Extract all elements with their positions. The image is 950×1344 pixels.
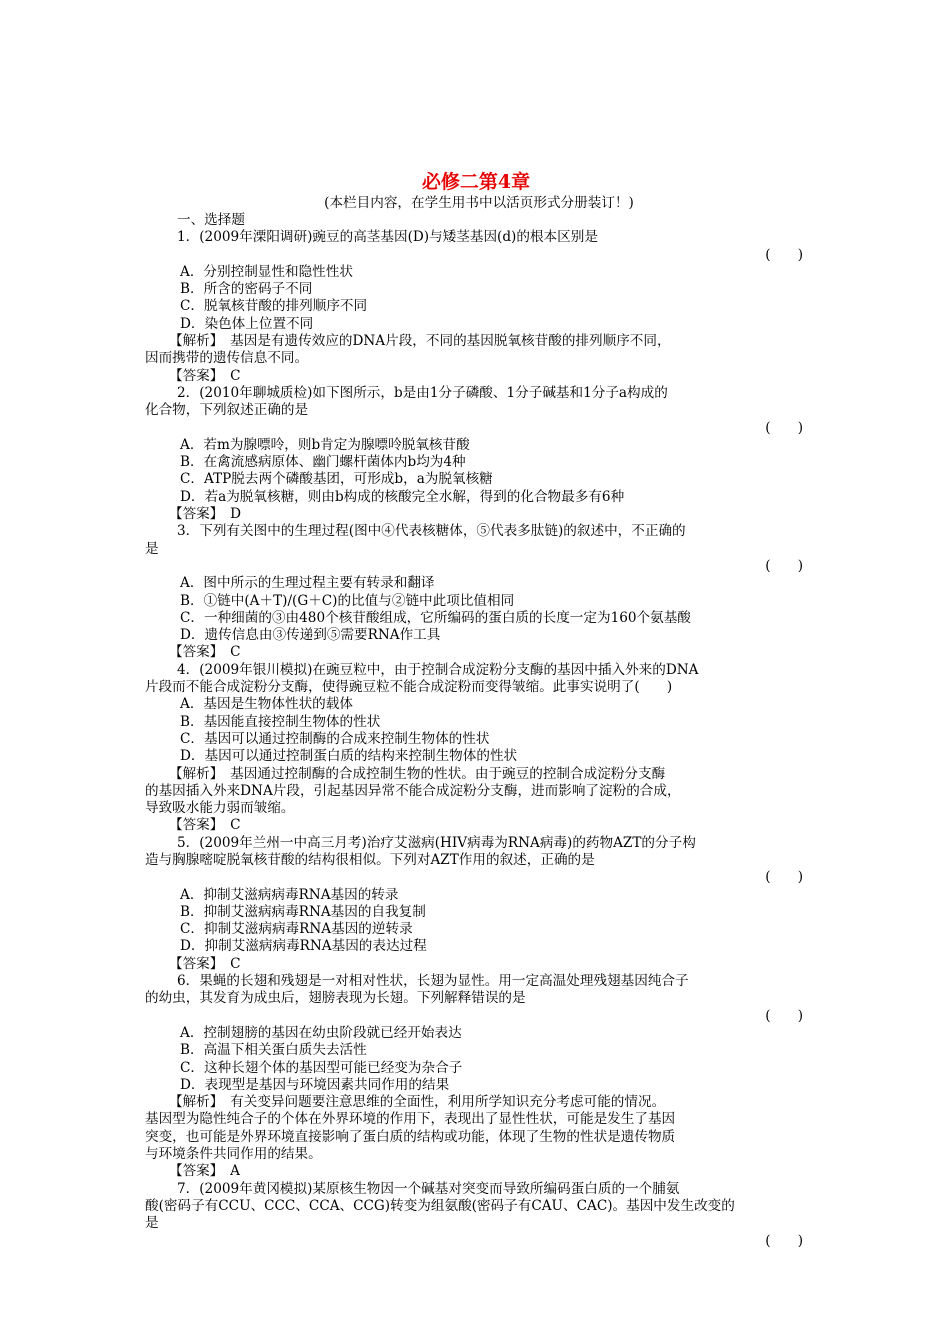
text-line: D．表现型是基因与环境因素共同作用的结果 <box>180 1076 450 1093</box>
text-line: A．图中所示的生理过程主要有转录和翻译 <box>180 575 435 592</box>
text-line: B．基因能直接控制生物体的性状 <box>180 713 381 730</box>
text-line: 片段而不能合成淀粉分支酶，使得豌豆粒不能合成淀粉而变得皱缩。此事实说明了( ) <box>145 679 673 696</box>
text-line: A．基因是生物体性状的载体 <box>180 696 353 713</box>
text-line: B．所含的密码子不同 <box>180 281 313 298</box>
text-line: 【解析】 基因通过控制酶的合成控制生物的性状。由于豌豆的控制合成淀粉分支酶 <box>169 765 666 782</box>
text-line: D．抑制艾滋病病毒RNA基因的表达过程 <box>180 938 427 955</box>
text-line: C．抑制艾滋病病毒RNA基因的逆转录 <box>180 921 413 938</box>
text-line: 【答案】 C <box>169 644 241 661</box>
page-subtitle: (本栏目内容，在学生用书中以活页形式分册装订！) <box>324 195 634 211</box>
text-line: B．抑制艾滋病病毒RNA基因的自我复制 <box>180 903 426 920</box>
text-line: A．分别控制显性和隐性性状 <box>180 263 353 280</box>
text-line: 1．(2009年溧阳调研)豌豆的高茎基因(D)与矮茎基因(d)的根本区别是 <box>177 229 598 246</box>
text-line: A．若m为腺嘌呤，则b肯定为腺嘌呤脱氧核苷酸 <box>180 436 470 453</box>
text-line: 5．(2009年兰州一中高三月考)治疗艾滋病(HIV病毒为RNA病毒)的药物AZT的分子构 <box>177 834 696 851</box>
text-line: 7．(2009年黄冈模拟)某原核生物因一个碱基对突变而导致所编码蛋白质的一个脯氨 <box>177 1180 680 1197</box>
answer-blank: ( ) <box>765 557 803 574</box>
text-line: A．抑制艾滋病病毒RNA基因的转录 <box>180 886 399 903</box>
text-line: C．脱氧核苷酸的排列顺序不同 <box>180 298 368 315</box>
answer-blank: ( ) <box>765 1232 803 1249</box>
text-line: 因而携带的遗传信息不同。 <box>145 350 309 367</box>
text-line: 【答案】 D <box>169 506 242 523</box>
text-line: 酸(密码子有CCU、CCC、CCA、CCG)转变为组氨酸(密码子有CAU、CAC)。基因中发生改变的 <box>145 1197 735 1214</box>
text-line: 造与胸腺嘧啶脱氧核苷酸的结构很相似。下列对AZT作用的叙述，正确的是 <box>145 851 595 868</box>
text-line: 【解析】 基因是有遗传效应的DNA片段，不同的基因脱氧核苷酸的排列顺序不同， <box>169 333 671 350</box>
text-line: 是 <box>145 1215 159 1232</box>
text-line: 3．下列有关图中的生理过程(图中④代表核糖体，⑤代表多肽链)的叙述中，不正确的 <box>177 523 686 540</box>
text-line: B．高温下相关蛋白质失去活性 <box>180 1042 367 1059</box>
text-line: 的基因插入外来DNA片段，引起基因异常不能合成淀粉分支酶，进而影响了淀粉的合成， <box>145 782 681 799</box>
text-line: 基因型为隐性纯合子的个体在外界环境的作用下，表现出了显性性状，可能是发生了基因 <box>145 1111 676 1128</box>
text-line: 4．(2009年银川模拟)在豌豆粒中，由于控制合成淀粉分支酶的基因中插入外来的DNA <box>177 661 699 678</box>
text-line: 【答案】 C <box>169 955 241 972</box>
text-line: 导致吸水能力弱而皱缩。 <box>145 800 295 817</box>
text-line: B．①链中(A＋T)/(G＋C)的比值与②链中此项比值相同 <box>180 592 515 609</box>
text-line: 【解析】 有关变异问题要注意思维的全面性，利用所学知识充分考虑可能的情况。 <box>169 1094 666 1111</box>
text-line: 6．果蝇的长翅和残翅是一对相对性状，长翅为显性。用一定高温处理残翅基因纯合子 <box>177 973 689 990</box>
text-line: B．在禽流感病原体、幽门螺杆菌体内b均为4种 <box>180 454 466 471</box>
answer-blank: ( ) <box>765 1007 803 1024</box>
text-line: 2．(2010年聊城质检)如下图所示，b是由1分子磷酸、1分子碱基和1分子a构成的 <box>177 384 668 401</box>
answer-blank: ( ) <box>765 246 803 263</box>
text-line: C．这种长翅个体的基因型可能已经变为杂合子 <box>180 1059 463 1076</box>
text-line: D．若a为脱氧核糖，则由b构成的核酸完全水解，得到的化合物最多有6种 <box>180 488 625 505</box>
text-line: D．遗传信息由③传递到⑤需要RNA作工具 <box>180 627 441 644</box>
answer-blank: ( ) <box>765 419 803 436</box>
document-content <box>145 170 807 1250</box>
text-line: 【答案】 A <box>169 1163 240 1180</box>
answer-blank: ( ) <box>765 869 803 886</box>
text-line: D．基因可以通过控制蛋白质的结构来控制生物体的性状 <box>180 748 518 765</box>
text-line: 【答案】 C <box>169 817 241 834</box>
text-line: C．基因可以通过控制酶的合成来控制生物体的性状 <box>180 730 490 747</box>
text-line: 突变，也可能是外界环境直接影响了蛋白质的结构或功能，体现了生物的性状是遗传物质 <box>145 1128 676 1145</box>
text-line: 与环境条件共同作用的结果。 <box>145 1146 322 1163</box>
text-line: 化合物，下列叙述正确的是 <box>145 402 309 419</box>
text-line: D．染色体上位置不同 <box>180 315 314 332</box>
question-body <box>145 212 807 1250</box>
page-title: 必修二第4章 <box>421 171 531 193</box>
text-line: 一、选择题 <box>177 212 245 228</box>
text-line: A．控制翅膀的基因在幼虫阶段就已经开始表达 <box>180 1024 462 1041</box>
text-line: C．ATP脱去两个磷酸基团，可形成b，a为脱氧核糖 <box>180 471 493 488</box>
text-line: C．一种细菌的③由480个核苷酸组成，它所编码的蛋白质的长度一定为160个氨基酸 <box>180 609 691 626</box>
text-line: 是 <box>145 540 159 557</box>
text-line: 的幼虫，其发育为成虫后，翅膀表现为长翅。下列解释错误的是 <box>145 990 526 1007</box>
text-line: 【答案】 C <box>169 367 241 384</box>
